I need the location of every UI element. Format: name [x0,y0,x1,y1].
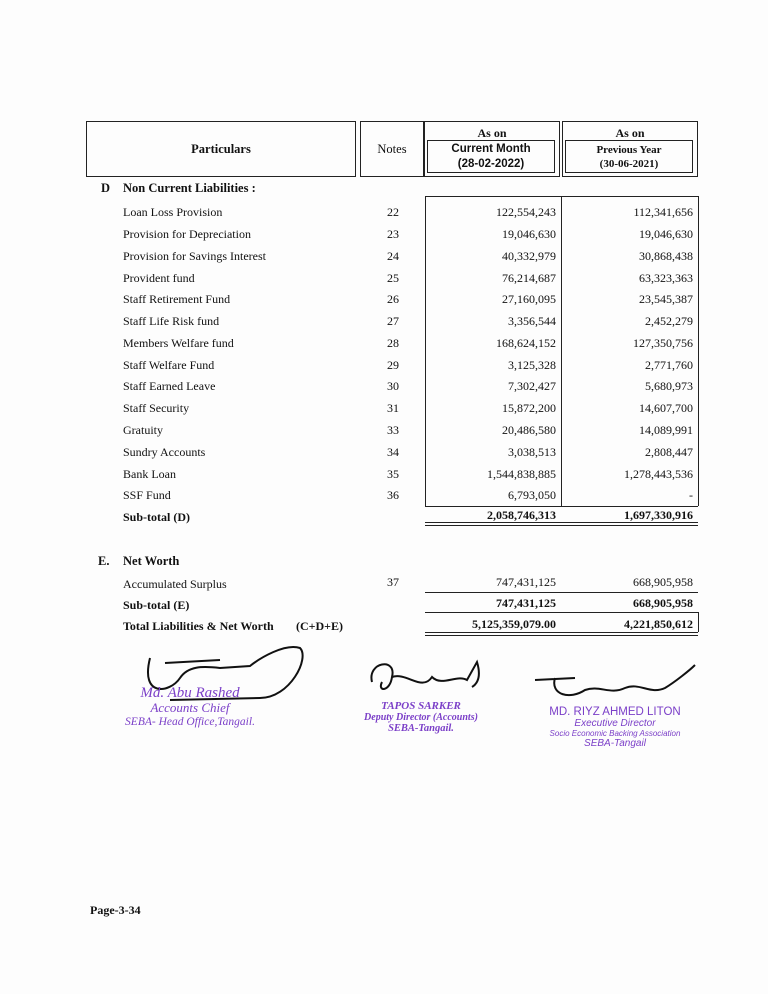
sig3-office: SEBA-Tangail [584,738,646,749]
subtotal-d-double-rule-1 [425,522,698,523]
header-notes: Notes [377,142,407,156]
total-ref: (C+D+E) [296,619,344,633]
row-note: 37 [387,575,399,589]
row-previous: - [689,488,693,502]
total-current: 5,125,359,079.00 [472,617,556,631]
row-previous: 19,046,630 [639,227,693,241]
row-current: 40,332,979 [502,249,556,263]
section-e-letter: E. [98,554,110,568]
row-note: 35 [387,467,399,481]
row-label: Sundry Accounts [123,445,206,459]
row-note: 31 [387,401,399,415]
subtotal-e-rule [425,612,698,613]
row-previous: 14,089,991 [639,423,693,437]
signature-1-stamp [110,685,270,728]
row-label: Staff Earned Leave [123,379,216,393]
row-label: Provision for Depreciation [123,227,251,241]
section-d-title: Non Current Liabilities : [123,181,256,195]
subtotal-e-current: 747,431,125 [496,596,556,610]
row-current: 20,486,580 [502,423,556,437]
header-current-box [424,121,560,177]
section-e-rule [425,592,698,593]
row-note: 25 [387,271,399,285]
sig1-office: SEBA- Head Office,Tangail. [125,716,255,728]
row-current: 6,793,050 [508,488,556,502]
header-current-label: Current Month [451,143,531,155]
row-current: 7,302,427 [508,379,556,393]
total-double-rule-2 [425,635,698,636]
row-note: 27 [387,314,399,328]
row-current: 122,554,243 [496,205,556,219]
row-note: 36 [387,488,399,502]
sig2-name: TAPOS SARKER [381,700,461,712]
row-note: 23 [387,227,399,241]
total-right-rule [698,612,699,632]
row-label: Staff Life Risk fund [123,314,220,328]
header-notes-box [360,121,424,177]
row-previous: 2,808,447 [645,445,693,459]
row-note: 26 [387,292,399,306]
subtotal-d-current: 2,058,746,313 [487,508,556,522]
row-label: Staff Security [123,401,190,415]
section-d-left-rule [425,196,426,506]
total-previous: 4,221,850,612 [624,617,693,631]
header-current-date: (28-02-2022) [457,158,525,170]
row-label: SSF Fund [123,488,171,502]
header-previous-box [562,121,698,177]
row-current: 168,624,152 [496,336,556,350]
row-previous: 14,607,700 [639,401,693,415]
row-label: Bank Loan [123,467,176,481]
signature-3-stamp [540,706,690,749]
header-previous-date: (30-06-2021) [599,158,659,170]
signature-2-stamp [356,700,486,734]
sig1-name: Md. Abu Rashed [140,685,240,701]
row-previous: 1,278,443,536 [624,467,693,481]
total-double-rule-1 [425,632,698,633]
sig3-title: Executive Director [574,718,656,729]
row-previous: 23,545,387 [639,292,693,306]
row-label: Accumulated Surplus [123,577,227,591]
row-previous: 5,680,973 [645,379,693,393]
header-particulars: Particulars [191,142,251,156]
row-note: 29 [387,358,399,372]
row-label: Members Welfare fund [123,336,234,350]
subtotal-e-label: Sub-total (E) [123,598,190,612]
row-note: 22 [387,205,399,219]
row-current: 3,125,328 [508,358,556,372]
header-current-inner [427,140,555,173]
row-label: Staff Welfare Fund [123,358,215,372]
row-label: Provident fund [123,271,195,285]
row-previous: 2,452,279 [645,314,693,328]
header-previous-as-on: As on [615,126,645,140]
row-note: 28 [387,336,399,350]
subtotal-e-previous: 668,905,958 [633,596,693,610]
row-current: 27,160,095 [502,292,556,306]
row-current: 3,038,513 [508,445,556,459]
subtotal-d-double-rule-2 [425,525,698,526]
section-e-title: Net Worth [123,554,180,568]
row-current: 3,356,544 [508,314,556,328]
section-d-top-rule [425,196,698,197]
sig2-office: SEBA-Tangail. [388,723,454,734]
signature-2-scribble [362,652,502,702]
row-current: 1,544,838,885 [487,467,556,481]
section-d-bottom-rule [425,506,698,507]
row-note: 34 [387,445,399,459]
page-number: Page-3-34 [90,903,141,917]
row-note: 24 [387,249,399,263]
header-previous-inner [565,140,693,173]
header-previous-label: Previous Year [596,144,662,156]
section-d-right-rule [698,196,699,506]
sig3-name: MD. RIYZ AHMED LITON [549,706,681,718]
row-label: Staff Retirement Fund [123,292,231,306]
row-previous: 63,323,363 [639,271,693,285]
row-previous: 668,905,958 [633,575,693,589]
row-note: 33 [387,423,399,437]
subtotal-d-previous: 1,697,330,916 [624,508,693,522]
header-current-as-on: As on [477,126,507,140]
total-label: Total Liabilities & Net Worth [123,619,274,633]
row-current: 747,431,125 [496,575,556,589]
section-d-letter: D [101,181,111,195]
row-previous: 30,868,438 [639,249,693,263]
subtotal-d-label: Sub-total (D) [123,510,191,524]
row-current: 15,872,200 [502,401,556,415]
row-label: Gratuity [123,423,163,437]
row-current: 76,214,687 [502,271,556,285]
row-previous: 112,341,656 [633,205,693,219]
sig3-org: Socio Economic Backing Association [549,729,681,738]
row-label: Provision for Savings Interest [123,249,266,263]
header-particulars-box [86,121,356,177]
sig1-title: Accounts Chief [150,700,230,715]
row-previous: 127,350,756 [633,336,693,350]
sig2-title: Deputy Director (Accounts) [364,712,478,723]
row-note: 30 [387,379,399,393]
row-current: 19,046,630 [502,227,556,241]
row-previous: 2,771,760 [645,358,693,372]
row-label: Loan Loss Provision [123,205,223,219]
section-d-mid-rule [561,196,562,506]
